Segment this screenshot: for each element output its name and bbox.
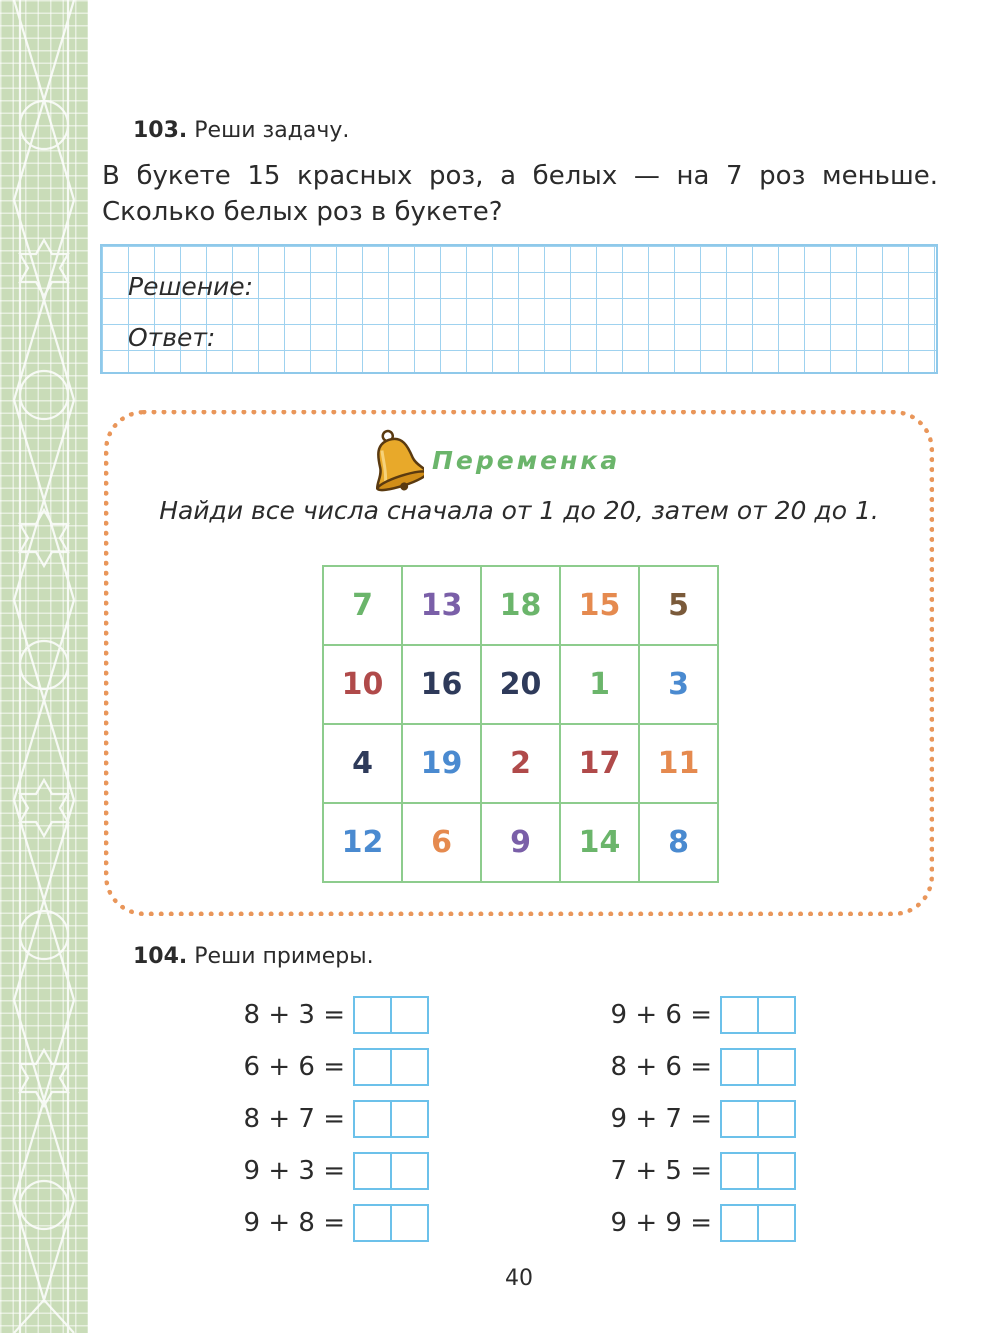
number-cell: 2 — [481, 724, 560, 803]
answer-cell[interactable] — [757, 998, 794, 1032]
number-cell: 19 — [402, 724, 481, 803]
number-cell: 1 — [560, 645, 639, 724]
task-103-text — [102, 158, 938, 230]
answer-cell[interactable] — [757, 1050, 794, 1084]
example-row — [235, 1100, 429, 1138]
answer-cell[interactable] — [355, 1050, 390, 1084]
number-grid-row — [323, 566, 718, 645]
answer-cells[interactable] — [720, 1152, 796, 1190]
answer-cells[interactable] — [353, 996, 429, 1034]
example-row — [602, 996, 796, 1034]
number-cell: 3 — [639, 645, 718, 724]
number-cell: 6 — [402, 803, 481, 882]
answer-cells[interactable] — [720, 996, 796, 1034]
example-row — [235, 1152, 429, 1190]
answer-cell[interactable] — [722, 1154, 757, 1188]
page-number: 40 — [505, 1266, 533, 1291]
answer-cells[interactable] — [720, 1048, 796, 1086]
task-103-instruction: Реши задачу. — [194, 118, 350, 143]
example-expression: 8 + 6 = — [610, 1052, 712, 1082]
number-cell: 8 — [639, 803, 718, 882]
answer-cell[interactable] — [722, 1050, 757, 1084]
answer-cells[interactable] — [353, 1100, 429, 1138]
example-expression: 9 + 8 = — [243, 1208, 345, 1238]
answer-cell[interactable] — [757, 1206, 794, 1240]
answer-cells[interactable] — [353, 1204, 429, 1242]
example-expression: 7 + 5 = — [610, 1156, 712, 1186]
answer-cell[interactable] — [390, 1154, 427, 1188]
answer-cell[interactable] — [390, 1050, 427, 1084]
example-row — [602, 1100, 796, 1138]
example-expression: 9 + 3 = — [243, 1156, 345, 1186]
example-expression: 6 + 6 = — [243, 1052, 345, 1082]
example-row — [235, 1204, 429, 1242]
number-cell: 18 — [481, 566, 560, 645]
example-expression: 9 + 6 = — [610, 1000, 712, 1030]
example-expression: 9 + 9 = — [610, 1208, 712, 1238]
example-row — [602, 1204, 796, 1242]
bell-icon — [360, 428, 424, 496]
example-expression: 8 + 3 = — [243, 1000, 345, 1030]
number-cell: 15 — [560, 566, 639, 645]
task-104-heading — [133, 944, 374, 969]
answer-cell[interactable] — [355, 1102, 390, 1136]
number-cell: 20 — [481, 645, 560, 724]
answer-label: Ответ: — [128, 323, 216, 352]
number-cell: 14 — [560, 803, 639, 882]
answer-cells[interactable] — [353, 1048, 429, 1086]
answer-cells[interactable] — [720, 1204, 796, 1242]
example-row — [602, 1048, 796, 1086]
number-cell: 7 — [323, 566, 402, 645]
number-cell: 10 — [323, 645, 402, 724]
decorative-border — [0, 0, 88, 1333]
answer-cell[interactable] — [390, 1206, 427, 1240]
answer-cell[interactable] — [355, 1154, 390, 1188]
answer-cell[interactable] — [757, 1102, 794, 1136]
answer-cell[interactable] — [390, 1102, 427, 1136]
task-104-instruction: Реши примеры. — [194, 944, 374, 969]
number-cell: 5 — [639, 566, 718, 645]
number-grid-row — [323, 803, 718, 882]
number-cell: 11 — [639, 724, 718, 803]
example-row — [602, 1152, 796, 1190]
task-103-line-1: В букете 15 красных роз, а белых — на 7 роз меньше. — [102, 161, 938, 191]
number-cell: 16 — [402, 645, 481, 724]
example-expression: 8 + 7 = — [243, 1104, 345, 1134]
number-cell: 9 — [481, 803, 560, 882]
number-cell: 12 — [323, 803, 402, 882]
answer-cells[interactable] — [353, 1152, 429, 1190]
task-104-number: 104. — [133, 944, 188, 969]
answer-cell[interactable] — [757, 1154, 794, 1188]
break-instruction: Найди все числа сначала от 1 до 20, затем от 20 до 1. — [159, 496, 879, 525]
number-cell: 13 — [402, 566, 481, 645]
number-grid — [322, 565, 719, 883]
number-cell: 4 — [323, 724, 402, 803]
number-grid-row — [323, 645, 718, 724]
task-103-line-2: Сколько белых роз в букете? — [102, 197, 503, 227]
example-expression: 9 + 7 = — [610, 1104, 712, 1134]
answer-cell[interactable] — [722, 1206, 757, 1240]
break-title: Переменка — [432, 446, 621, 475]
example-row — [235, 996, 429, 1034]
number-grid-row — [323, 724, 718, 803]
answer-cells[interactable] — [720, 1100, 796, 1138]
answer-cell[interactable] — [722, 998, 757, 1032]
solution-grid[interactable] — [100, 244, 938, 374]
answer-cell[interactable] — [390, 998, 427, 1032]
answer-cell[interactable] — [722, 1102, 757, 1136]
number-cell: 17 — [560, 724, 639, 803]
task-103-number: 103. — [133, 118, 188, 143]
example-row — [235, 1048, 429, 1086]
solution-label: Решение: — [128, 272, 254, 301]
answer-cell[interactable] — [355, 998, 390, 1032]
ornament-pattern — [0, 0, 88, 1333]
task-103-heading — [133, 118, 349, 143]
answer-cell[interactable] — [355, 1206, 390, 1240]
